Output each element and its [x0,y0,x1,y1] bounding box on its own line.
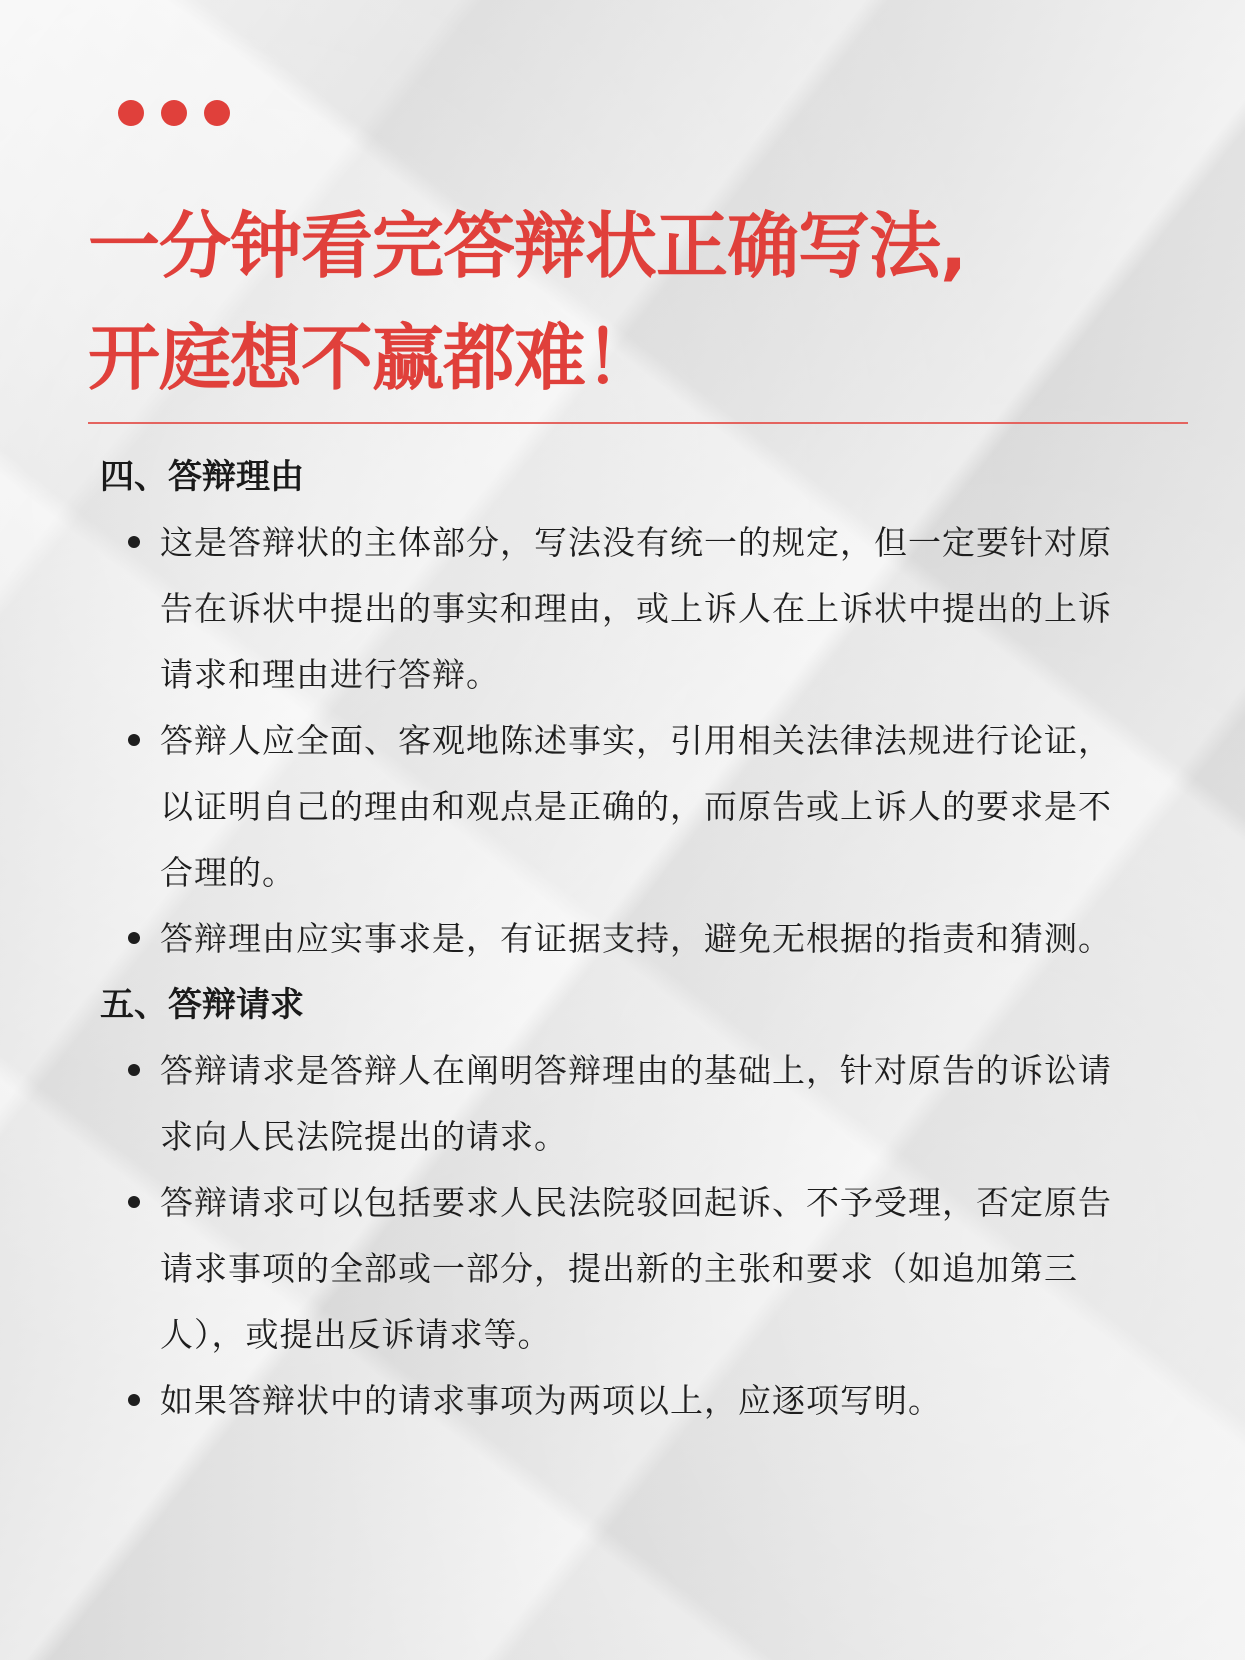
section-defense-reasons [100,452,1120,972]
bullet-list [100,510,1120,972]
section-heading: 五、答辩请求 [100,985,304,1025]
list-item [100,906,1120,972]
list-item-text: 答辩请求可以包括要求人民法院驳回起诉、不予受理，否定原告请求事项的全部或一部分，提出新的主张和要求（如追加第三人），或提出反诉请求等。 [160,1183,1112,1354]
title-line-2: 开庭想不赢都难！ [88,316,657,400]
bullet-icon [128,734,140,746]
bullet-icon [128,1394,140,1406]
decorative-dots [118,100,230,126]
list-item [100,1368,1120,1434]
title-line-1: 一分钟看完答辩状正确写法, [88,204,967,288]
red-dot-icon [118,100,144,126]
list-item-text: 答辩请求是答辩人在阐明答辩理由的基础上，针对原告的诉讼请求向人民法院提出的请求。 [160,1051,1112,1156]
list-item [100,708,1120,906]
list-item-text: 答辩人应全面、客观地陈述事实，引用相关法律法规进行论证，以证明自己的理由和观点是正确的，而原告或上诉人的要求是不合理的。 [160,721,1112,892]
bullet-icon [128,536,140,548]
list-item [100,510,1120,708]
bullet-icon [128,932,140,944]
bullet-icon [128,1196,140,1208]
red-dot-icon [204,100,230,126]
title-divider [88,422,1188,424]
section-defense-requests [100,980,1120,1434]
bullet-list [100,1038,1120,1434]
red-dot-icon [161,100,187,126]
list-item [100,1170,1120,1368]
article-body [100,452,1120,1434]
list-item-text: 这是答辩状的主体部分，写法没有统一的规定，但一定要针对原告在诉状中提出的事实和理由，或上诉人在上诉状中提出的上诉请求和理由进行答辩。 [160,523,1112,694]
page-title [88,190,1188,414]
list-item-text: 如果答辩状中的请求事项为两项以上，应逐项写明。 [160,1381,942,1420]
section-heading: 四、答辩理由 [100,457,304,497]
list-item [100,1038,1120,1170]
bullet-icon [128,1064,140,1076]
list-item-text: 答辩理由应实事求是，有证据支持，避免无根据的指责和猜测。 [160,919,1112,958]
